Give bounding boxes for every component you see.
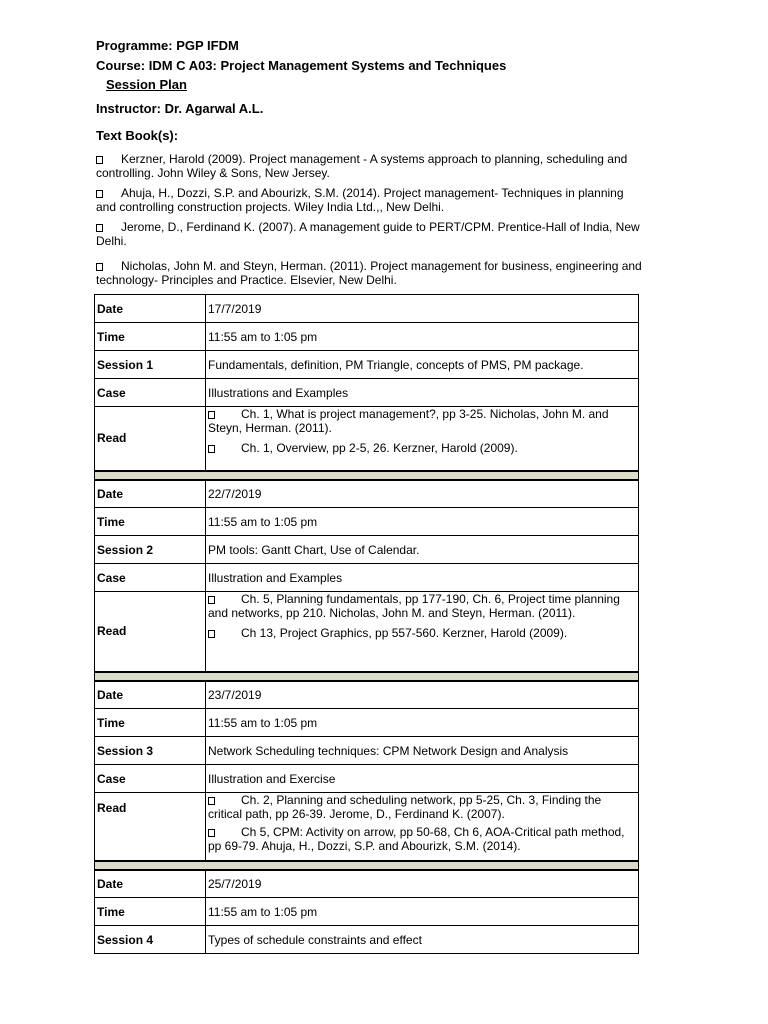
session-time: 11:55 am to 1:05 pm [206,709,639,737]
read-label: Read [95,407,206,471]
reading-item [208,793,636,821]
time-label: Time [95,709,206,737]
bullet-icon [208,829,215,837]
session-readings [206,407,639,471]
session-topic: Types of schedule constraints and effect [206,926,639,954]
table-row [95,536,639,564]
programme-heading: Programme: PGP IFDM [96,38,239,53]
session-plan-heading: Session Plan [106,77,187,92]
instructor-heading: Instructor: Dr. Agarwal A.L. [96,101,264,116]
case-label: Case [95,765,206,793]
bullet-icon [208,630,215,638]
textbook-item [96,186,644,214]
reading-text: Ch 13, Project Graphics, pp 557-560. Kerzner, Harold (2009). [241,626,568,640]
reading-text: Ch. 5, Planning fundamentals, pp 177-190, Ch. 6, Project time planning and networks, pp 210. Nicholas, John M. and Steyn, Herman. (2011). [208,592,620,620]
table-row [95,480,639,508]
time-label: Time [95,508,206,536]
read-label: Read [95,592,206,672]
bullet-icon [96,263,103,271]
session-case: Illustrations and Examples [206,379,639,407]
table-row [95,407,639,471]
reading-item [208,626,636,640]
session-time: 11:55 am to 1:05 pm [206,323,639,351]
date-label: Date [95,681,206,709]
table-row [95,323,639,351]
textbook-text: Jerome, D., Ferdinand K. (2007). A management guide to PERT/CPM. Prentice-Hall of India, New Delhi. [96,220,640,248]
bullet-icon [208,797,215,805]
session-date: 23/7/2019 [206,681,639,709]
table-row [95,592,639,672]
textbook-text: Kerzner, Harold (2009). Project management - A systems approach to planning, scheduling and controlling. John Wiley & Sons, New Jersey. [96,152,628,180]
table-row [95,351,639,379]
reading-text: Ch 5, CPM: Activity on arrow, pp 50-68, Ch 6, AOA-Critical path method, pp 69-79. Ahuja, H., Dozzi, S.P. and Abourizk, S.M. (2014). [208,825,625,853]
textbook-item [96,259,644,287]
session-time: 11:55 am to 1:05 pm [206,898,639,926]
reading-item [208,407,636,435]
table-row [95,793,639,861]
bullet-icon [96,156,103,164]
table-row [95,926,639,954]
session-topic: Network Scheduling techniques: CPM Network Design and Analysis [206,737,639,765]
session-date: 22/7/2019 [206,480,639,508]
bullet-icon [208,411,215,419]
session-date: 17/7/2019 [206,295,639,323]
table-row [95,765,639,793]
date-label: Date [95,295,206,323]
session-date: 25/7/2019 [206,870,639,898]
separator-row [95,861,639,870]
session-topic: Fundamentals, definition, PM Triangle, concepts of PMS, PM package. [206,351,639,379]
time-label: Time [95,323,206,351]
reading-item [208,825,636,853]
bullet-icon [208,596,215,604]
date-label: Date [95,480,206,508]
case-label: Case [95,379,206,407]
table-row [95,870,639,898]
reading-item [208,592,636,620]
session-label: Session 2 [95,536,206,564]
session-label: Session 1 [95,351,206,379]
table-row [95,564,639,592]
table-row [95,737,639,765]
reading-text: Ch. 2, Planning and scheduling network, pp 5-25, Ch. 3, Finding the critical path, pp 26-39. Jerome, D., Ferdinand K. (2007). [208,793,602,821]
reading-item [208,441,636,455]
table-row [95,709,639,737]
table-row [95,295,639,323]
separator-row [95,471,639,480]
session-readings [206,592,639,672]
separator-row [95,672,639,681]
session-plan-table [94,294,639,954]
table-row [95,681,639,709]
textbook-item [96,220,644,248]
bullet-icon [208,445,215,453]
reading-text: Ch. 1, Overview, pp 2-5, 26. Kerzner, Harold (2009). [241,441,518,455]
textbook-text: Ahuja, H., Dozzi, S.P. and Abourizk, S.M. (2014). Project management- Techniques in planning and controlling construction projects. Wiley India Ltd.,, New Delhi. [96,186,624,214]
session-topic: PM tools: Gantt Chart, Use of Calendar. [206,536,639,564]
date-label: Date [95,870,206,898]
table-row [95,508,639,536]
textbook-item [96,152,644,180]
session-readings [206,793,639,861]
session-case: Illustration and Exercise [206,765,639,793]
table-row [95,898,639,926]
course-heading: Course: IDM C A03: Project Management Systems and Techniques [96,58,507,73]
session-case: Illustration and Examples [206,564,639,592]
bullet-icon [96,190,103,198]
session-label: Session 3 [95,737,206,765]
session-label: Session 4 [95,926,206,954]
bullet-icon [96,224,103,232]
textbook-text: Nicholas, John M. and Steyn, Herman. (2011). Project management for business, engineering and technology- Principles and Practice. Elsevier, New Delhi. [96,259,642,287]
table-row [95,379,639,407]
session-time: 11:55 am to 1:05 pm [206,508,639,536]
read-label: Read [95,793,206,861]
case-label: Case [95,564,206,592]
reading-text: Ch. 1, What is project management?, pp 3-25. Nicholas, John M. and Steyn, Herman. (2011). [208,407,609,435]
time-label: Time [95,898,206,926]
textbooks-heading: Text Book(s): [96,128,179,143]
